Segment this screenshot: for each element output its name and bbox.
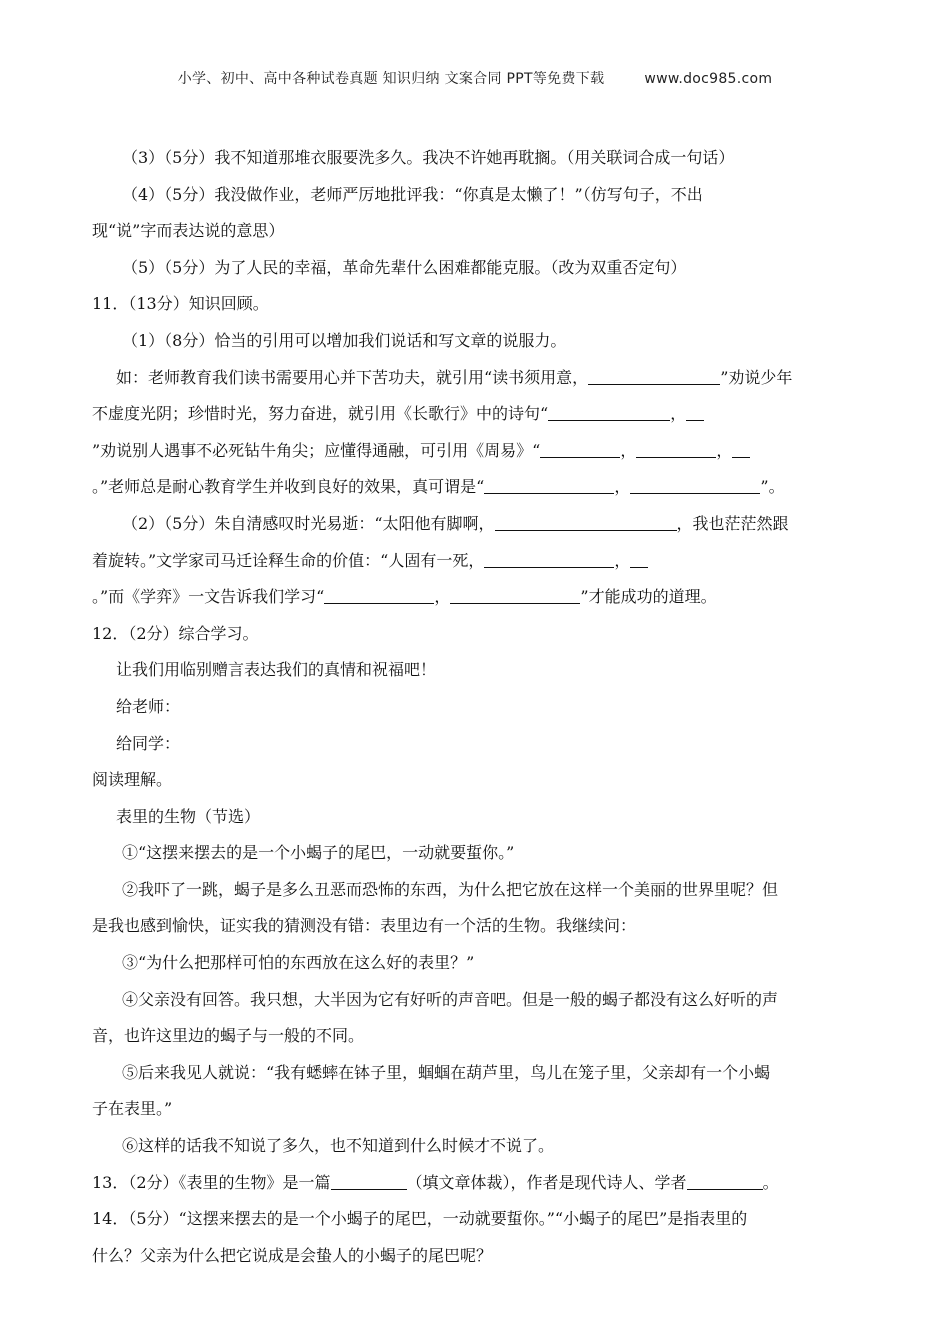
document-body <box>92 140 862 1274</box>
text: 不虚度光阴；珍惜时光，努力奋进，就引用《长歌行》中的诗句“ <box>92 404 549 424</box>
text: （填文章体裁），作者是现代诗人、学者 <box>406 1172 687 1192</box>
text: ， <box>620 440 637 460</box>
text: ”才能成功的道理。 <box>580 587 717 607</box>
question-14: 14．（5分）“这摆来摆去的是一个小蝎子的尾巴，一动就要蜇你。”“小蝎子的尾巴”是指表里的 <box>92 1209 748 1229</box>
question-10-4-cont: 现“说”字而表达说的意思） <box>92 221 285 241</box>
question-14-cont: 什么？父亲为什么把它说成是会蛰人的小蝎子的尾巴呢？ <box>92 1245 493 1265</box>
answer-blank[interactable] <box>686 402 704 421</box>
text: ，我也茫茫然跟 <box>676 513 789 533</box>
text: （2）（5分）朱自清感叹时光易逝：“太阳他有脚啊， <box>122 513 495 533</box>
passage-para-2-cont: 是我也感到愉快，证实我的猜测没有错：表里边有一个活的生物。我继续问： <box>92 916 637 936</box>
text: ”劝说别人遇事不必死钻牛角尖；应懂得通融，可引用《周易》“ <box>92 440 541 460</box>
question-11-2-line2 <box>92 543 862 580</box>
question-10-3: （3）（5分）我不知道那堆衣服要洗多久。我决不许她再耽搁。（用关联词合成一句话） <box>122 148 735 167</box>
answer-blank[interactable] <box>450 585 580 604</box>
answer-blank[interactable] <box>540 439 620 458</box>
text: ”。 <box>760 477 785 497</box>
passage-para-5: ⑤后来我见人就说：“我有蟋蟀在钵子里，蝈蝈在葫芦里，鸟儿在笼子里，父亲却有一个小蝎 <box>122 1062 771 1082</box>
text: ， <box>670 404 687 424</box>
passage-para-2: ②我吓了一跳，蝎子是多么丑恶而恐怖的东西，为什么把它放在这样一个美丽的世界里呢？但 <box>122 879 779 899</box>
reading-section-title: 阅读理解。 <box>92 770 173 790</box>
to-teacher: 给老师： <box>116 696 181 716</box>
question-11-2-line3 <box>92 579 862 616</box>
question-10-4: （4）（5分）我没做作业，老师严厉地批评我：“你真是太懒了！”（仿写句子，不出 <box>122 184 703 204</box>
text: ， <box>614 550 631 570</box>
passage-para-6: ⑥这样的话我不知说了多久，也不知道到什么时候才不说了。 <box>122 1136 555 1156</box>
question-11-2 <box>92 506 862 543</box>
passage-para-3: ③“为什么把那样可怕的东西放在这么好的表里？” <box>122 953 475 973</box>
text: 如：老师教育我们读书需要用心并下苦功夫，就引用“读书须用意， <box>116 367 589 387</box>
question-11: 11．（13分）知识回顾。 <box>92 294 269 314</box>
header-text: 小学、初中、高中各种试卷真题 知识归纳 文案合同 PPT等免费下载 <box>177 71 605 87</box>
text: ， <box>614 477 631 497</box>
question-11-1-line3 <box>92 433 862 470</box>
answer-blank[interactable] <box>484 549 614 568</box>
text: ”劝说少年 <box>720 367 793 387</box>
passage-para-5-cont: 子在表里。” <box>92 1099 173 1119</box>
answer-blank[interactable] <box>732 439 750 458</box>
passage-para-1: ①“这摆来摆去的是一个小蝎子的尾巴，一动就要蜇你。” <box>122 843 515 863</box>
question-11-1: （1）（8分）恰当的引用可以增加我们说话和写文章的说服力。 <box>122 330 567 350</box>
question-10-5: （5）（5分）为了人民的幸福，革命先辈什么困难都能克服。（改为双重否定句） <box>122 257 687 277</box>
answer-blank[interactable] <box>548 402 670 421</box>
to-classmate: 给同学： <box>116 733 181 753</box>
passage-para-4-cont: 音，也许这里边的蝎子与一般的不同。 <box>92 1026 365 1046</box>
question-11-1-line4 <box>92 469 862 506</box>
text: 着旋转。”文学家司马迁诠释生命的价值：“人固有一死， <box>92 550 485 570</box>
answer-blank[interactable] <box>630 549 648 568</box>
header-site-link[interactable]: www.doc985.com <box>644 71 773 87</box>
answer-blank[interactable] <box>331 1171 407 1190</box>
answer-blank[interactable] <box>636 439 716 458</box>
page-header <box>0 68 950 88</box>
question-12-prompt: 让我们用临别赠言表达我们的真情和祝福吧！ <box>116 660 437 680</box>
question-11-1-line2 <box>92 396 862 433</box>
text: 13．（2分）《表里的生物》是一篇 <box>92 1172 331 1192</box>
answer-blank[interactable] <box>687 1171 763 1190</box>
answer-blank[interactable] <box>630 475 760 494</box>
passage-title: 表里的生物（节选） <box>116 806 261 826</box>
question-11-1-line1 <box>92 360 862 397</box>
passage-para-4: ④父亲没有回答。我只想，大半因为它有好听的声音吧。但是一般的蝎子都没有这么好听的声 <box>122 989 779 1009</box>
text: 。 <box>762 1172 779 1192</box>
answer-blank[interactable] <box>588 366 720 385</box>
text: 。”而《学弈》一文告诉我们学习“ <box>92 587 325 607</box>
answer-blank[interactable] <box>484 475 614 494</box>
text: ， <box>716 440 733 460</box>
question-13 <box>92 1165 862 1202</box>
question-12: 12．（2分）综合学习。 <box>92 623 259 643</box>
text: ， <box>434 587 451 607</box>
text: 。”老师总是耐心教育学生并收到良好的效果，真可谓是“ <box>92 477 485 497</box>
answer-blank[interactable] <box>324 585 434 604</box>
answer-blank[interactable] <box>495 512 677 531</box>
